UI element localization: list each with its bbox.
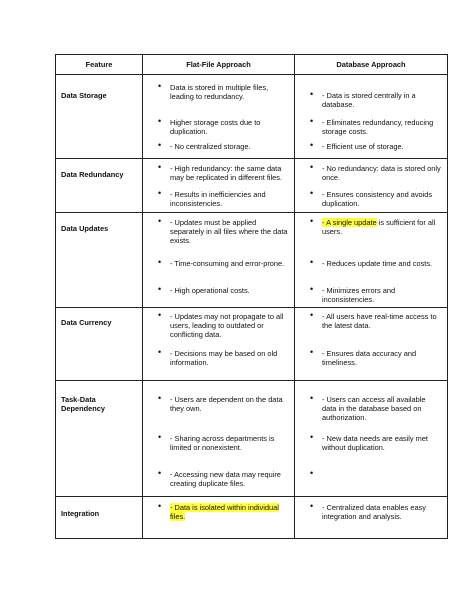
feature-label: Task-Data Dependency xyxy=(61,395,105,413)
bullet-icon: • xyxy=(158,162,162,172)
bullet-icon: • xyxy=(310,188,314,198)
bullet-icon: • xyxy=(158,432,162,442)
database-cell: • - Users can access all available data in the database based on authorization. • - New data needs are easily met without duplication. • xyxy=(295,381,448,497)
comparison-table xyxy=(55,54,448,539)
bullet-icon: • xyxy=(310,347,314,357)
flat-file-cell: • - High redundancy: the same data may be replicated in different files. • - Results in inefficiencies and inconsistencies. xyxy=(143,159,295,213)
flat-file-cell: • Data is stored in multiple files, leading to redundancy. • Higher storage costs due to duplication. • - No centralized storage. xyxy=(143,75,295,159)
flat-file-cell xyxy=(143,497,295,539)
bullet-icon: • xyxy=(158,393,162,403)
bullet-icon: • xyxy=(310,216,314,226)
header-database: Database Approach xyxy=(295,55,448,75)
bullet-icon: • xyxy=(158,257,162,267)
bullet-icon: • xyxy=(310,116,314,126)
database-cell: • - All users have real-time access to the latest data. • - Ensures data accuracy and timeliness. xyxy=(295,308,448,381)
database-cell: • - Data is stored centrally in a database. • - Eliminates redundancy, reducing storage costs. • - Efficient use of storage. xyxy=(295,75,448,159)
header-feature: Feature xyxy=(56,55,143,75)
bullet-icon: • xyxy=(158,347,162,357)
header-flat-file: Flat-File Approach xyxy=(143,55,295,75)
feature-label: Data Redundancy xyxy=(61,170,124,179)
bullet-icon: • xyxy=(158,216,162,226)
table-row xyxy=(56,381,448,497)
feature-cell xyxy=(56,213,143,308)
flat-file-cell: • - Users are dependent on the data they own. • - Sharing across departments is limited or nonexistent. • - Accessing new data may require creating duplicate files. xyxy=(143,381,295,497)
feature-label: Data Storage xyxy=(61,91,107,100)
bullet-icon: • xyxy=(158,140,162,150)
bullet-icon: • xyxy=(310,432,314,442)
bullet-icon: • xyxy=(310,284,314,294)
feature-label: Integration xyxy=(61,509,100,518)
bullet-icon: • xyxy=(158,501,162,511)
database-cell: • - No redundancy: data is stored only once. • - Ensures consistency and avoids duplication. xyxy=(295,159,448,213)
feature-label: Data Updates xyxy=(61,224,109,233)
highlighted-text: - A single update xyxy=(322,218,377,227)
table-row xyxy=(56,159,448,213)
feature-cell xyxy=(56,159,143,213)
feature-cell xyxy=(56,75,143,159)
table-row xyxy=(56,497,448,539)
bullet-icon: • xyxy=(158,284,162,294)
bullet-icon: • xyxy=(310,140,314,150)
bullet-icon: • xyxy=(158,310,162,320)
database-cell: • - A single update is sufficient for all users. • - Reduces update time and costs. • - Minimizes errors and inconsistencies. xyxy=(295,213,448,308)
bullet-icon: • xyxy=(310,162,314,172)
bullet-icon: • xyxy=(310,468,314,478)
table-row xyxy=(56,308,448,381)
bullet-icon: • xyxy=(310,310,314,320)
bullet-icon: • xyxy=(310,257,314,267)
table-row xyxy=(56,213,448,308)
table-row xyxy=(56,75,448,159)
flat-file-cell: • - Updates may not propagate to all users, leading to outdated or conflicting data. • - Decisions may be based on old information. xyxy=(143,308,295,381)
bullet-icon: • xyxy=(158,188,162,198)
bullet-icon: • xyxy=(158,468,162,478)
feature-label: Data Currency xyxy=(61,318,112,327)
bullet-icon: • xyxy=(310,501,314,511)
feature-cell xyxy=(56,381,143,497)
bullet-icon: • xyxy=(310,89,314,99)
bullet-icon: • xyxy=(310,393,314,403)
bullet-icon: • xyxy=(158,81,162,91)
feature-cell xyxy=(56,308,143,381)
feature-cell xyxy=(56,497,143,539)
table-header-row xyxy=(56,55,448,75)
flat-file-cell: • - Updates must be applied separately in all files where the data exists. • - Time-consuming and error-prone. • - High operational costs. xyxy=(143,213,295,308)
database-cell: • - Centralized data enables easy integration and analysis. xyxy=(295,497,448,539)
highlighted-text: - Data is isolated within individual files. xyxy=(170,503,279,521)
bullet-icon: • xyxy=(158,116,162,126)
